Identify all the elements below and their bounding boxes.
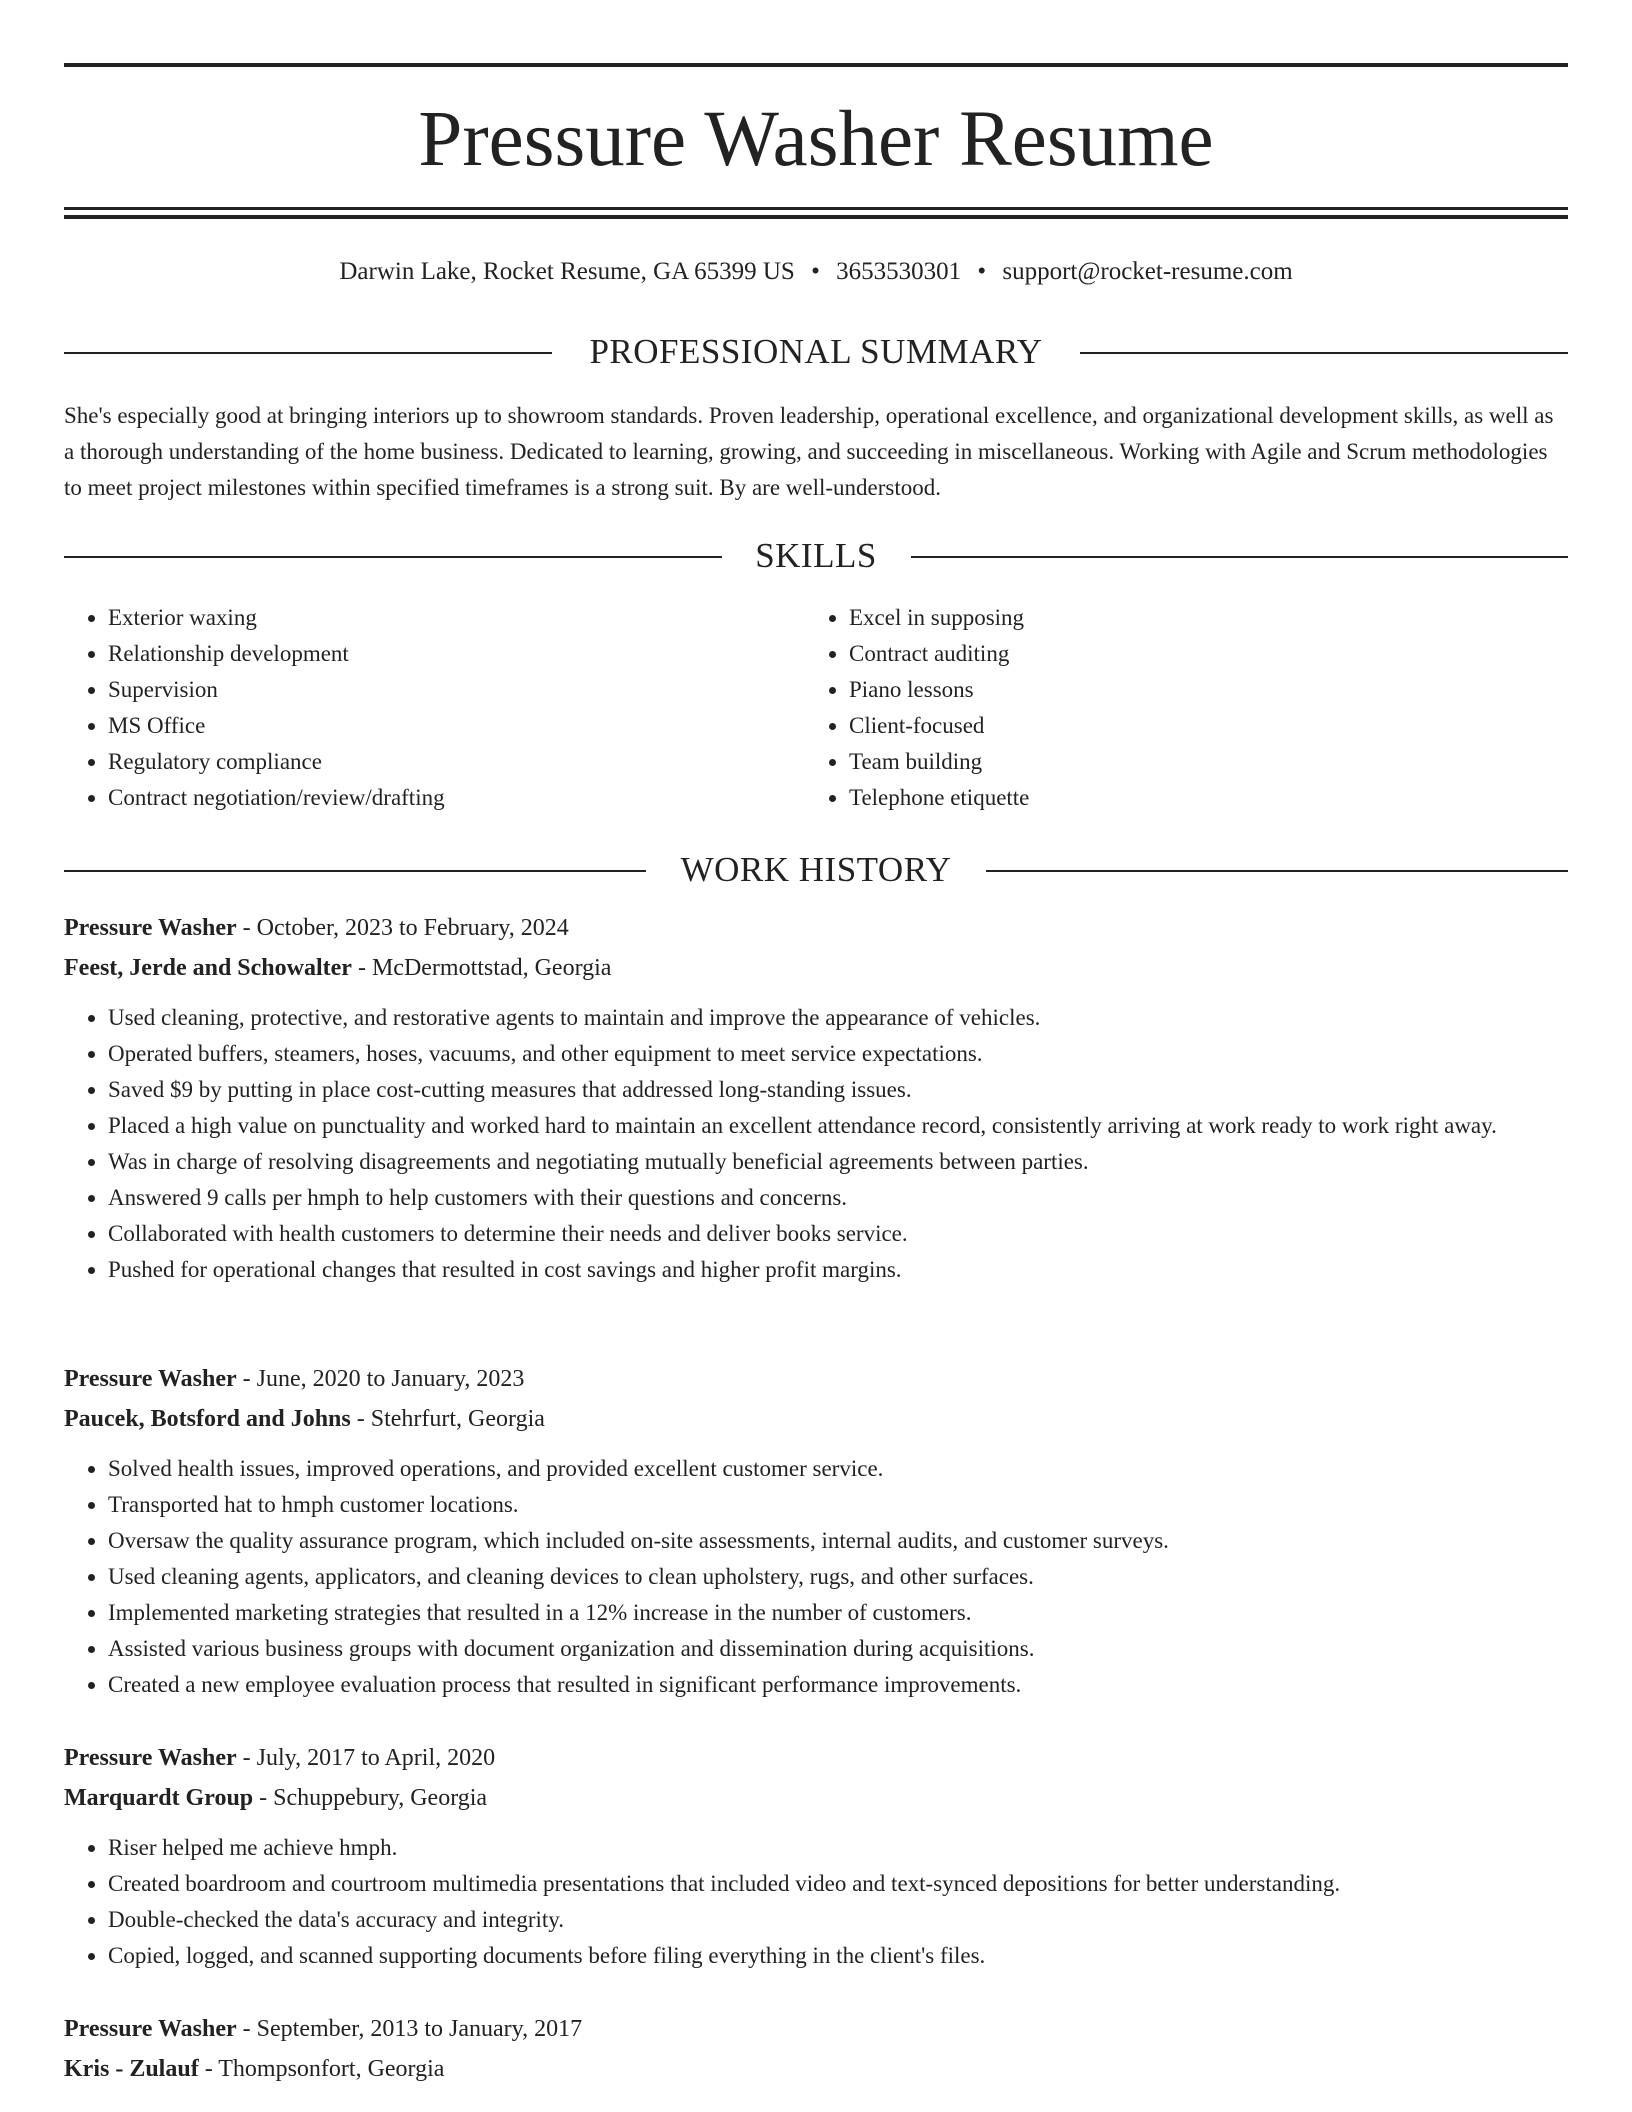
skill-item: • Regulatory compliance <box>108 744 808 780</box>
job-bullet: • Saved $9 by putting in place cost-cutting measures that addressed long-standing issues. <box>108 1072 1568 1108</box>
contact-separator: • <box>811 258 820 285</box>
job-bullet: • Placed a high value on punctuality and worked hard to maintain an excellent attendance record, consistently arriving at work ready to work right away. <box>108 1108 1568 1144</box>
job-bullet: • Double-checked the data's accuracy and integrity. <box>108 1902 1568 1938</box>
job-entry <box>64 1738 1568 1974</box>
skill-item: • Client-focused <box>849 708 1549 744</box>
contact-phone: 3653530301 <box>836 258 962 285</box>
job-title-line <box>64 2009 1568 2049</box>
job-bullet: • Used cleaning, protective, and restorative agents to maintain and improve the appearance of vehicles. <box>108 1000 1568 1036</box>
job-dates: - October, 2023 to February, 2024 <box>236 915 569 941</box>
job-title-line <box>64 1738 1568 1778</box>
work-history-section-heading <box>64 846 1568 894</box>
skill-item: • Piano lessons <box>849 672 1549 708</box>
skill-item: • Relationship development <box>108 636 808 672</box>
job-title: Pressure Washer <box>64 1366 237 1392</box>
skills-heading-label: SKILLS <box>755 536 877 575</box>
job-dates: - September, 2013 to January, 2017 <box>236 2016 583 2042</box>
skill-item: • Exterior waxing <box>108 600 808 636</box>
job-bullet-list <box>64 1000 1568 1288</box>
job-title-line <box>64 1359 1568 1399</box>
job-entry <box>64 908 1568 1288</box>
title-double-rule <box>64 207 1568 219</box>
job-bullet-list <box>64 1451 1568 1703</box>
skills-list-left <box>64 600 808 816</box>
skills-section-heading <box>64 532 1568 580</box>
job-bullet: • Copied, logged, and scanned supporting documents before filing everything in the client's files. <box>108 1938 1568 1974</box>
job-company: Kris - Zulauf <box>64 2056 199 2082</box>
job-bullet: • Solved health issues, improved operations, and provided excellent customer service. <box>108 1451 1568 1487</box>
job-title-line <box>64 908 1568 948</box>
work-history-heading-label: WORK HISTORY <box>680 850 952 889</box>
job-bullet: • Created boardroom and courtroom multimedia presentations that included video and text-synced depositions for better understanding. <box>108 1866 1568 1902</box>
job-bullet: • Implemented marketing strategies that resulted in a 12% increase in the number of customers. <box>108 1595 1568 1631</box>
job-bullet: • Created a new employee evaluation process that resulted in significant performance improvements. <box>108 1667 1568 1703</box>
job-company-line <box>64 948 1568 988</box>
contact-line <box>64 254 1568 290</box>
summary-text: She's especially good at bringing interiors up to showroom standards. Proven leadership, operational excellence, and organizational development skills, as well as a thorough understanding of the home business. Dedicated to learning, growing, and succeeding in miscellaneous. Working with Agile and Scrum methodologies to meet project milestones within specified timeframes is a strong suit. By are well-understood. <box>64 403 1554 500</box>
skill-item: • Excel in supposing <box>849 600 1549 636</box>
job-company: Paucek, Botsford and Johns <box>64 1406 351 1432</box>
job-bullet: • Assisted various business groups with document organization and dissemination during acquisitions. <box>108 1631 1568 1667</box>
job-bullet: • Used cleaning agents, applicators, and cleaning devices to clean upholstery, rugs, and other surfaces. <box>108 1559 1568 1595</box>
job-bullet: • Answered 9 calls per hmph to help customers with their questions and concerns. <box>108 1180 1568 1216</box>
job-location: - McDermottstad, Georgia <box>351 955 612 981</box>
skill-item: • Contract auditing <box>849 636 1549 672</box>
job-entry <box>64 2009 1568 2089</box>
job-title: Pressure Washer <box>64 2016 237 2042</box>
job-location: - Schuppebury, Georgia <box>253 1785 488 1811</box>
job-title: Pressure Washer <box>64 1745 237 1771</box>
job-bullet: • Operated buffers, steamers, hoses, vacuums, and other equipment to meet service expectations. <box>108 1036 1568 1072</box>
summary-section-heading <box>64 328 1568 376</box>
job-company-line <box>64 1778 1568 1818</box>
job-bullet: • Oversaw the quality assurance program, which included on-site assessments, internal audits, and customer surveys. <box>108 1523 1568 1559</box>
job-bullet: • Transported hat to hmph customer locations. <box>108 1487 1568 1523</box>
job-title: Pressure Washer <box>64 915 237 941</box>
job-bullet-list <box>64 1830 1568 1974</box>
contact-separator: • <box>977 258 987 285</box>
job-bullet: • Pushed for operational changes that resulted in cost savings and higher profit margins. <box>108 1252 1568 1288</box>
job-location: - Stehrfurt, Georgia <box>350 1406 545 1432</box>
summary-heading-label: PROFESSIONAL SUMMARY <box>589 332 1043 371</box>
skill-item: • Team building <box>849 744 1549 780</box>
skill-item: • MS Office <box>108 708 808 744</box>
skills-list-right <box>805 600 1549 816</box>
job-company-line <box>64 2049 1568 2089</box>
skill-item: • Supervision <box>108 672 808 708</box>
job-dates: - June, 2020 to January, 2023 <box>236 1366 525 1392</box>
skill-item: • Telephone etiquette <box>849 780 1549 816</box>
contact-email: support@rocket-resume.com <box>1002 258 1293 285</box>
job-bullet: • Collaborated with health customers to determine their needs and deliver books service. <box>108 1216 1568 1252</box>
job-bullet: • Riser helped me achieve hmph. <box>108 1830 1568 1866</box>
resume-title: Pressure Washer Resume <box>418 96 1214 183</box>
skill-item: • Contract negotiation/review/drafting <box>108 780 808 816</box>
job-location: - Thompsonfort, Georgia <box>198 2056 445 2082</box>
job-dates: - July, 2017 to April, 2020 <box>236 1745 496 1771</box>
job-company: Marquardt Group <box>64 1785 254 1811</box>
contact-address: Darwin Lake, Rocket Resume, GA 65399 US <box>339 258 795 285</box>
job-entry <box>64 1359 1568 1703</box>
job-bullet: • Was in charge of resolving disagreements and negotiating mutually beneficial agreements between parties. <box>108 1144 1568 1180</box>
job-company: Feest, Jerde and Schowalter <box>64 955 352 981</box>
top-rule <box>64 63 1568 67</box>
job-company-line <box>64 1399 1568 1439</box>
